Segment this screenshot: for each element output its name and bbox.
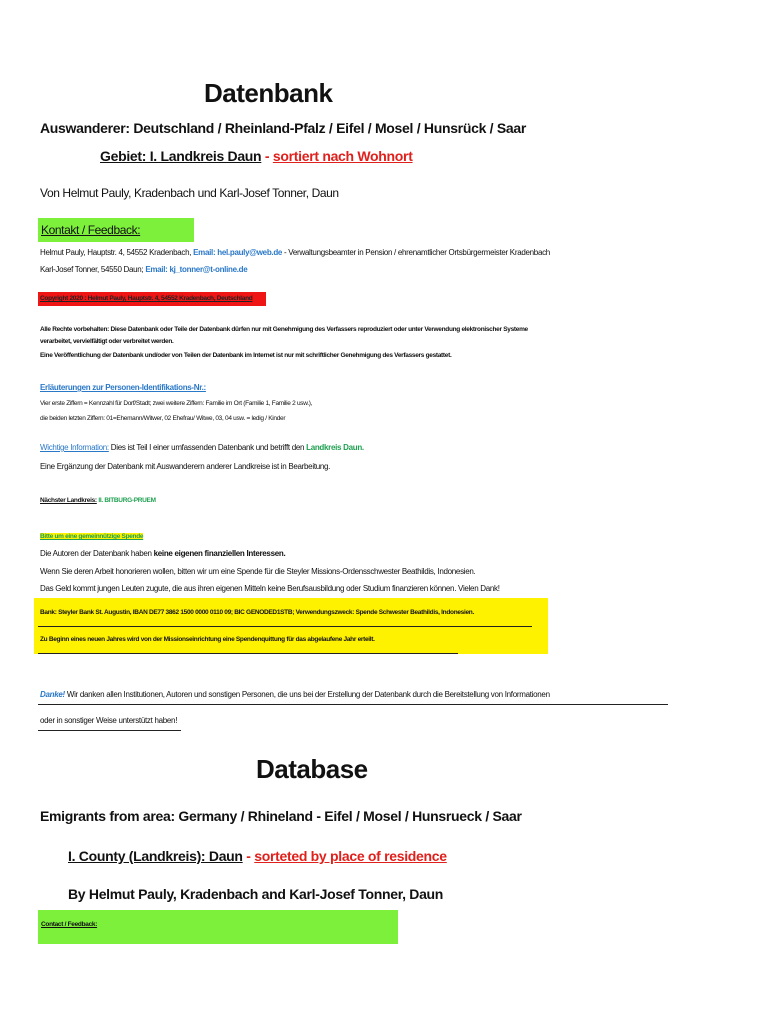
area-heading-de xyxy=(100,148,413,164)
authors-de: Von Helmut Pauly, Kradenbach und Karl-Josef Tonner, Daun xyxy=(40,186,339,200)
contact-line-pauly xyxy=(40,248,550,257)
bank-details: Bank: Steyler Bank St. Augustin, IBAN DE77 3862 1500 0000 0110 09; BIC GENODED1STB; Verwendungszweck: Spende Schwester Beathildis, Indonesien. xyxy=(40,609,474,616)
donation-title: Bitte um eine gemeinnützige Spende xyxy=(40,533,144,540)
county-heading-en xyxy=(68,848,447,864)
contact-label-en: Contact / Feedback: xyxy=(41,921,98,928)
contact-box-en xyxy=(38,910,398,944)
rights-line-3: Eine Veröffentlichung der Datenbank und/oder von Teilen der Datenbank im Internet ist nur mit schriftlicher Genehmigung des Verfassers gestattet. xyxy=(40,352,452,359)
contact-line-tonner xyxy=(40,265,247,274)
thanks-line-2: oder in sonstiger Weise unterstützt haben! xyxy=(40,716,178,725)
contact-label-de: Kontakt / Feedback: xyxy=(41,223,141,237)
thanks-text: Wir danken allen Institutionen, Autoren und sonstigen Personen, die uns bei der Erstellung der Datenbank durch die Bereitstellung von Informationen xyxy=(66,690,550,699)
area-label: Gebiet: I. Landkreis Daun xyxy=(100,148,262,164)
contact-tonner-address: Karl-Josef Tonner, 54550 Daun; xyxy=(40,265,144,274)
emigrants-heading-en: Emigrants from area: Germany / Rhineland - Eifel / Mosel / Hunsrueck / Saar xyxy=(40,808,522,824)
contact-pauly-address: Helmut Pauly, Hauptstr. 4, 54552 Kradenbach, xyxy=(40,248,192,257)
important-text: Dies ist Teil I einer umfassenden Datenbank und betrifft den xyxy=(110,443,305,452)
email-link-tonner[interactable]: Email: kj_tonner@t-online.de xyxy=(145,265,248,274)
thanks-line-1 xyxy=(40,690,550,699)
next-county-value: II. BITBURG-PRUEM xyxy=(98,497,156,504)
divider-bank xyxy=(38,626,532,627)
county-label: I. County (Landkreis): Daun xyxy=(68,848,243,864)
copyright-box xyxy=(38,292,266,306)
explanation-line-1: Vier erste Ziffern = Kennzahl für Dorf/Stadt; zwei weitere Ziffern: Familie im Ort (Familie 1, Familie 2 usw.), xyxy=(40,400,313,407)
next-county xyxy=(40,497,156,504)
email-link-pauly[interactable]: Email: hel.pauly@web.de xyxy=(193,248,283,257)
contact-box-de xyxy=(38,218,194,242)
donation-line-1 xyxy=(40,549,285,558)
divider-thanks xyxy=(38,704,668,705)
contact-pauly-role: - Verwaltungsbeamter in Pension / ehrenamtlicher Ortsbürgermeister Kradenbach xyxy=(284,248,550,257)
copyright-text: Copyright 2020 : Helmut Pauly, Hauptstr. 4, 54552 Kradenbach, Deutschland xyxy=(40,295,253,302)
explanation-line-2: die beiden letzten Ziffern: 01=Ehemann/Witwer, 02 Ehefrau/ Witwe, 03, 04 usw. = ledig / Kinder xyxy=(40,415,286,422)
thanks-label: Danke! xyxy=(40,690,65,699)
important-label: Wichtige Information: xyxy=(40,443,109,452)
important-county: Landkreis Daun. xyxy=(306,443,364,452)
donation-line-1-bold: keine eigenen finanziellen Interessen. xyxy=(153,549,286,558)
supplement-text: Eine Ergänzung der Datenbank mit Auswanderern anderer Landkreise ist in Bearbeitung. xyxy=(40,462,331,471)
area-separator: - xyxy=(264,148,270,164)
next-county-label: Nächster Landkreis: xyxy=(40,497,97,504)
emigrants-heading-de: Auswanderer: Deutschland / Rheinland-Pfalz / Eifel / Mosel / Hunsrück / Saar xyxy=(40,120,526,136)
receipt-text: Zu Beginn eines neuen Jahres wird von der Missionseinrichtung eine Spendenquittung für das abgelaufene Jahr erteilt. xyxy=(40,636,375,643)
divider-thanks-2 xyxy=(38,730,181,731)
donation-line-1-text: Die Autoren der Datenbank haben xyxy=(40,549,152,558)
page-title-en: Database xyxy=(256,754,368,784)
county-sorted-label: sorteted by place of residence xyxy=(254,848,447,864)
rights-line-1: Alle Rechte vorbehalten: Diese Datenbank oder Teile der Datenbank dürfen nur mit Genehmigung des Verfassers reproduziert oder unter Verwendung elektronischer Systeme xyxy=(40,326,528,333)
important-info xyxy=(40,443,364,452)
rights-line-2: verarbeitet, vervielfältigt oder verbreitet werden. xyxy=(40,338,174,345)
area-sorted-label: sortiert nach Wohnort xyxy=(272,148,413,164)
county-separator: - xyxy=(246,848,251,864)
page-title-de: Datenbank xyxy=(204,78,333,108)
explanation-title: Erläuterungen zur Personen-Identifikations-Nr.: xyxy=(40,383,206,392)
divider-receipt xyxy=(38,653,458,654)
donation-line-3: Das Geld kommt jungen Leuten zugute, die aus ihren eigenen Mitteln keine Berufsausbildung oder Studium finanzieren können. Vielen Dank! xyxy=(40,584,500,593)
donation-line-2: Wenn Sie deren Arbeit honorieren wollen, bitten wir um eine Spende für die Steyler Missions-Ordensschwester Beathildis, Indonesien. xyxy=(40,567,476,576)
authors-en: By Helmut Pauly, Kradenbach and Karl-Josef Tonner, Daun xyxy=(68,886,444,902)
